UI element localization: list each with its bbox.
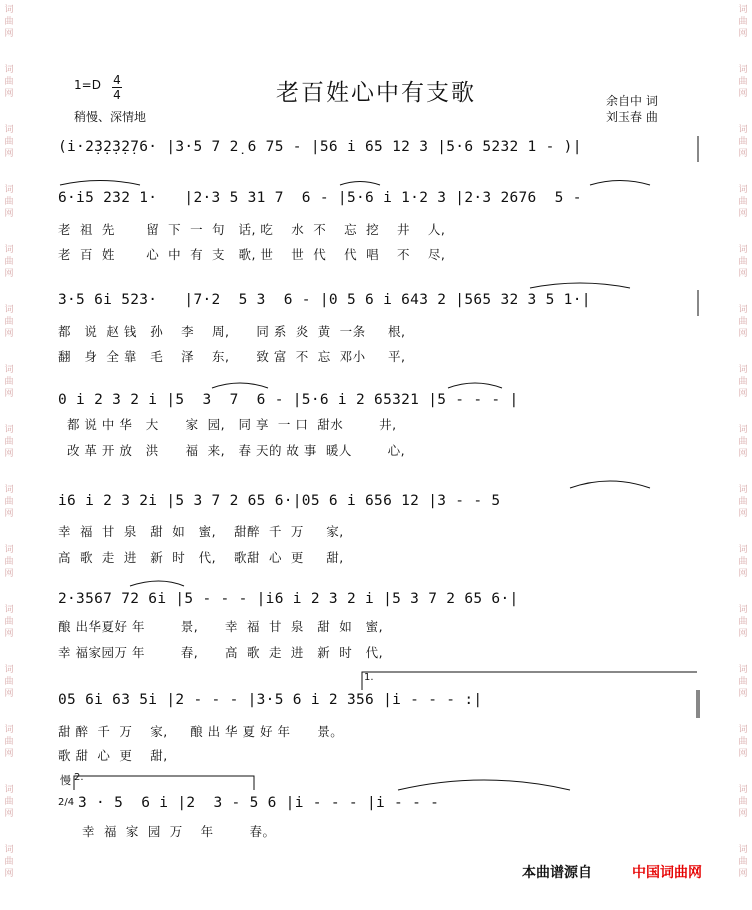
song-title: 老百姓心中有支歌 <box>276 80 476 106</box>
watermark-text: 词 曲 网 <box>738 725 748 759</box>
lyrics-verse-1: 都 说 赵 钱 孙 李 周, 同 系 炎 黄 一条 根, <box>58 324 406 339</box>
slur <box>60 181 140 186</box>
volta-1-label: 1. <box>364 672 374 683</box>
notation-line: 2·3567 72 6i |5 - - - |i6 i 2 3 2 i |5 3 7 2 65 6·| <box>58 591 519 607</box>
lyrics-verse-2: 老 百 姓 心 中 有 支 歌, 世 世 代 代 唱 不 尽, <box>58 247 446 262</box>
volta-1-bracket <box>362 672 697 690</box>
lyrics-verse-1: 幸 福 甘 泉 甜 如 蜜, 甜醉 千 万 家, <box>58 524 344 539</box>
lyrics-verse-2: 翻 身 全 靠 毛 泽 东, 致 富 不 忘 邓小 平, <box>58 349 406 364</box>
watermark-text: 词 曲 网 <box>4 545 14 579</box>
lyrics-verse-2: 高 歌 走 进 新 时 代, 歌甜 心 更 甜, <box>58 550 344 565</box>
watermark-text: 词 曲 网 <box>738 785 748 819</box>
notation-line: 6·i5 232 1· |2·3 5 31 7 6 - |5·6 i 1·2 3 |2·3 2676 5 - <box>58 190 582 206</box>
watermark-text: 词 曲 网 <box>738 845 748 879</box>
watermark-text: 词 曲 网 <box>738 365 748 399</box>
lyrics-verse-1: 幸 福 家 园 万 年 春。 <box>82 824 276 839</box>
watermark-text: 词 曲 网 <box>4 425 14 459</box>
time-change-label: 2/4 <box>58 797 75 808</box>
slur <box>340 182 380 186</box>
watermark-text: 词 曲 网 <box>4 665 14 699</box>
watermark-text: 词 曲 网 <box>4 605 14 639</box>
slur <box>570 481 650 488</box>
watermark-text: 词 曲 网 <box>4 65 14 99</box>
lyrics-verse-2: 歌 甜 心 更 甜, <box>58 748 168 763</box>
watermark-text: 词 曲 网 <box>738 5 748 39</box>
volta-2-label: 2. <box>74 772 84 783</box>
watermark-text: 词 曲 网 <box>738 245 748 279</box>
final-tie <box>398 780 570 790</box>
watermark-text: 词 曲 网 <box>4 5 14 39</box>
watermark-text: 词 曲 网 <box>4 305 14 339</box>
watermark-text: 词 曲 网 <box>738 125 748 159</box>
watermark-text: 词 曲 网 <box>4 725 14 759</box>
watermark-text: 词 曲 网 <box>738 305 748 339</box>
slur <box>212 383 268 388</box>
notation-line: 0 i 2 3 2 i |5 3 7 6 - |5·6 i 2 65321 |5 - - - | <box>58 392 519 408</box>
watermark-text: 词 曲 网 <box>738 65 748 99</box>
composer-credit: 刘玉春 曲 <box>606 110 658 124</box>
time-numerator: 4 <box>113 73 121 87</box>
volta-2-bracket <box>74 776 254 790</box>
lyrics-verse-2: 幸 福家园万 年 春, 高 歌 走 进 新 时 代, <box>58 645 384 660</box>
watermark-text: 词 曲 网 <box>738 425 748 459</box>
lyrics-verse-1: 酿 出华夏好 年 景, 幸 福 甘 泉 甜 如 蜜, <box>58 619 384 634</box>
notation-line: (i·2̣3̣2̣3̣2̣76· |3·5 7 2̣ 6 75 - |56 i 65 12 3 |5·6 5232 1 - )| <box>58 139 582 155</box>
lyricist-credit: 余自中 词 <box>606 94 658 108</box>
tempo-marking: 稍慢、深情地 <box>74 110 147 124</box>
lyrics-verse-2: 改 革 开 放 洪 福 来, 春 天的 故 事 暖人 心, <box>58 443 406 458</box>
watermark-text: 词 曲 网 <box>738 545 748 579</box>
watermark-text: 词 曲 网 <box>4 485 14 519</box>
notation-line: 3 · 5 6 i |2 3 - 5 6 |i - - - |i - - - <box>78 795 440 811</box>
watermark-text: 词 曲 网 <box>4 185 14 219</box>
watermark-text: 词 曲 网 <box>4 245 14 279</box>
watermark-text: 词 曲 网 <box>4 365 14 399</box>
key-signature: 1=D <box>74 78 101 92</box>
notation-line: 3·5 6i 523· |7·2 5 3 6 - |0 5 6 i 643 2 |565 32 3 5 1·| <box>58 292 591 308</box>
slow-marking: 慢 <box>60 774 71 787</box>
watermark-text: 词 曲 网 <box>738 605 748 639</box>
source-site-link[interactable]: 中国词曲网 <box>632 865 702 881</box>
slur <box>530 283 630 288</box>
watermark-text: 词 曲 网 <box>4 785 14 819</box>
source-label: 本曲谱源自 <box>522 865 592 881</box>
slur <box>130 581 184 586</box>
watermark-text: 词 曲 网 <box>738 665 748 699</box>
time-denominator: 4 <box>113 88 121 102</box>
lyrics-verse-1: 都 说 中 华 大 家 园, 同 享 一 口 甜水 井, <box>58 417 397 432</box>
watermark-text: 词 曲 网 <box>738 185 748 219</box>
notation-line: i6 i 2 3 2i |5 3 7 2 65 6·|05 6 i 656 12 |3 - - 5 <box>58 493 501 509</box>
slur <box>590 181 650 186</box>
notation-line: 05 6i 63 5i |2 - - - |3·5 6 i 2 356 |i - - - :| <box>58 692 483 708</box>
slur <box>448 383 502 388</box>
watermark-text: 词 曲 网 <box>738 485 748 519</box>
lyrics-verse-1: 老 祖 先 留 下 一 句 话, 吃 水 不 忘 挖 井 人, <box>58 222 446 237</box>
watermark-text: 词 曲 网 <box>4 845 14 879</box>
watermark-text: 词 曲 网 <box>4 125 14 159</box>
lyrics-verse-1: 甜 醉 千 万 家, 酿 出 华 夏 好 年 景。 <box>58 724 344 739</box>
